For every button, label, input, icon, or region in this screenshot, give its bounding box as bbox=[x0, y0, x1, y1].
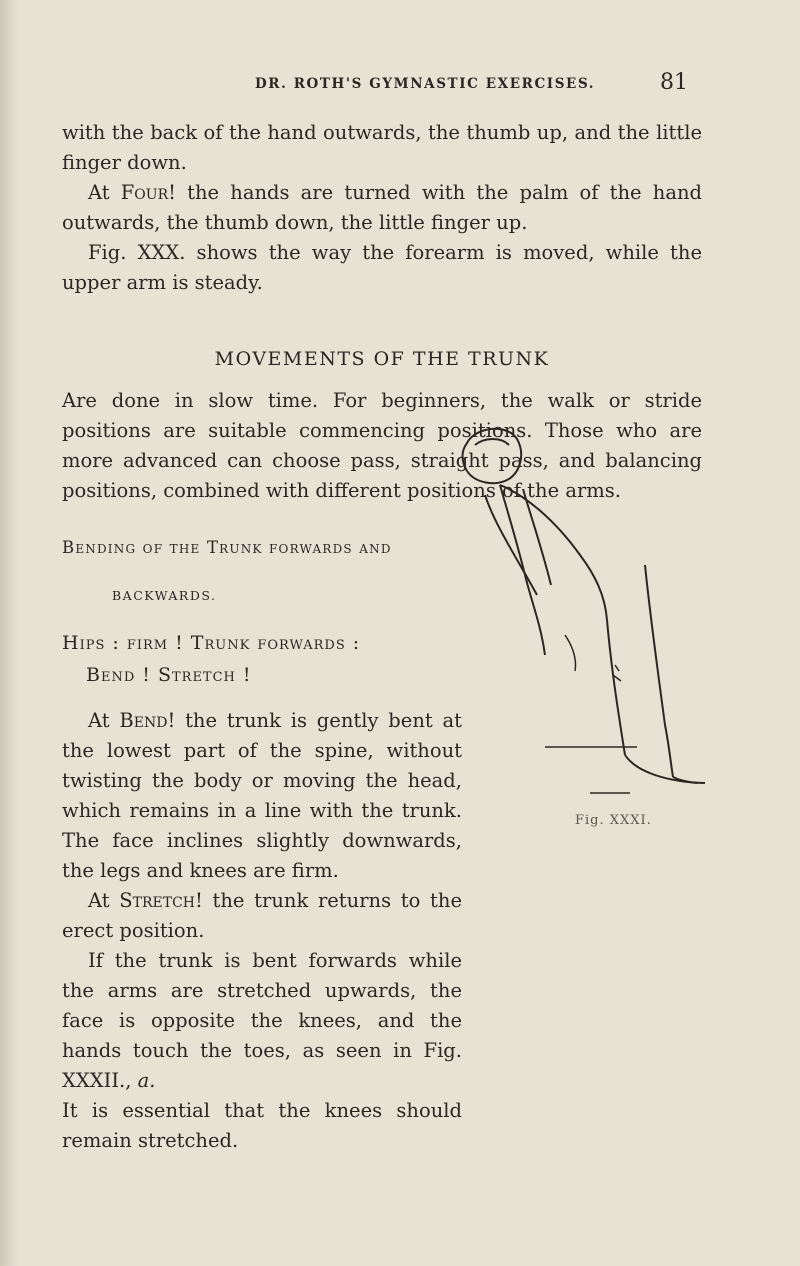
command-line: Hips : firm ! Trunk forwards : bbox=[62, 632, 361, 654]
exercise-description bbox=[62, 706, 462, 1156]
paragraph: Fig. XXX. shows the way the forearm is moved, while the upper arm is steady. bbox=[62, 241, 702, 294]
paragraph: If the trunk is bent forwards while the arms are stretched upwards, the face is opposite the knees, and the hands touch the toes, as seen in Fig. XXXII., a. bbox=[62, 949, 462, 1092]
running-head: DR. ROTH'S GYMNASTIC EXERCISES. bbox=[255, 76, 596, 92]
paragraph: At Bend! the trunk is gently bent at the lowest part of the spine, without twisting the body or moving the head, which remains in a line with the trunk. The face inclines slightly downwards, the legs and knees are firm. bbox=[62, 709, 462, 882]
exercise-title-continued: BACKWARDS. bbox=[112, 588, 217, 603]
paragraph: with the back of the hand outwards, the thumb up, and the little finger down. bbox=[62, 121, 702, 174]
paragraph: At Four! the hands are turned with the palm of the hand outwards, the thumb down, the little finger up. bbox=[62, 181, 702, 234]
opening-paragraphs bbox=[62, 118, 702, 298]
paragraph: It is essential that the knees should remain stretched. bbox=[62, 1099, 462, 1152]
section-heading: MOVEMENTS OF THE TRUNK bbox=[214, 348, 550, 370]
paragraph: At Stretch! the trunk returns to the erect position. bbox=[62, 889, 462, 942]
exercise-title: Bending of the Trunk forwards and bbox=[62, 538, 392, 557]
figure-caption: Fig. XXXI. bbox=[575, 813, 652, 828]
page-edge-shadow bbox=[0, 0, 18, 1266]
page-number: 81 bbox=[660, 70, 688, 95]
figure-illustration bbox=[445, 425, 715, 805]
paragraph: Are done in slow time. For beginners, the walk or stride positions are suitable commencing positions. Those who are more advanced can choose pass, straight pass, and balancing positions, combined with different positions of the arms. bbox=[62, 389, 702, 502]
command-line: Bend ! Stretch ! bbox=[86, 664, 252, 686]
